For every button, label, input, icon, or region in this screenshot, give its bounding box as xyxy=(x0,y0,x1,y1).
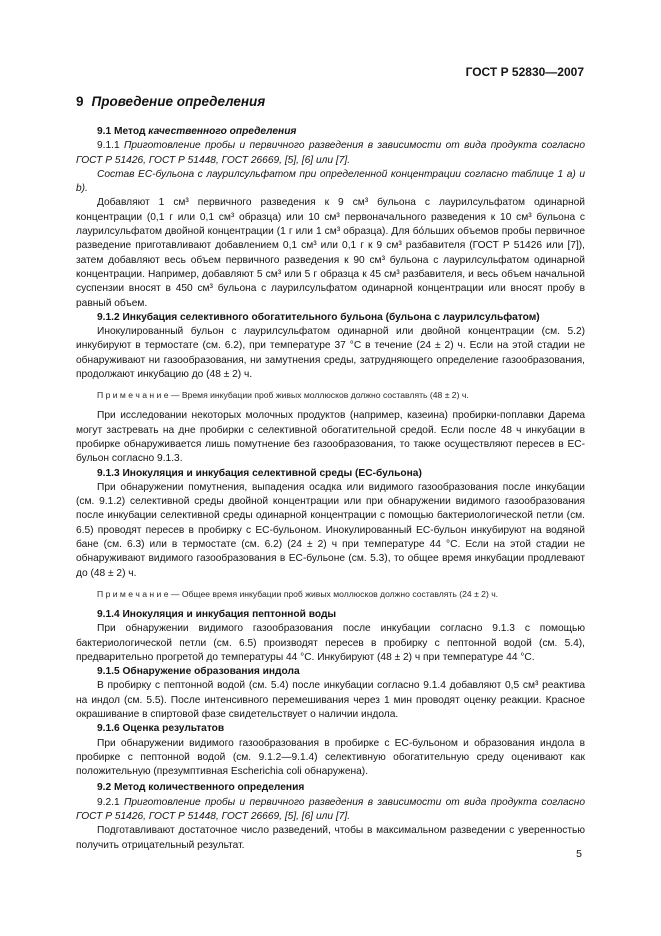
clause-number: 9.2.1 xyxy=(97,796,124,808)
note-label: П р и м е ч а н и е xyxy=(97,588,169,599)
heading-number: 9.1 xyxy=(97,126,112,137)
section-title xyxy=(76,93,585,111)
standard-header: ГОСТ Р 52830—2007 xyxy=(465,65,584,79)
paragraph-dilutions: Подготавливают достаточное число разведений, чтобы в максимальном разведении с уверенностью получить отрицательный результат. xyxy=(76,825,585,851)
heading-text: Метод количественного определения xyxy=(114,782,305,794)
paragraph-9-1-3: При обнаружении помутнения, выпадения осадка или видимого газообразования после инкубации (см. 9.1.2) селективной среды двойной концентрации или при обнаружении видимого газообразования после инкубации селективной среды одинарной концентрации с помощью бактериологической петли (см. 6.5) проводят пересев в пробирку с ЕС-бульоном. Инокулированный ЕС-бульон инкубируют на водяной бане (см. 6.3) или в термостате (см. 6.2) (24 ± 2) ч при температуре 44 °С. Если на этой стадии не обнаруживают видимого газообразования в ЕС-бульоне (см. 5.3), то общее время инкубации продлевают до (48 ± 2) ч. xyxy=(76,481,585,579)
paragraph-9-2-1 xyxy=(76,796,585,825)
section-title-text: Проведение определения xyxy=(91,94,266,109)
paragraph-text: Приготовление пробы и первичного разведения в зависимости от вида продукта согласно ГОСТ Р 51426, ГОСТ Р 51448, ГОСТ 26669, [5], [6] или [7]. xyxy=(76,140,585,166)
heading-italic: качественного определения xyxy=(148,126,297,137)
clause-number: 9.1.1 xyxy=(97,140,124,152)
subsection-heading-9-2 xyxy=(76,781,585,795)
heading-9-1-3: 9.1.3 Инокуляция и инкубация селективной среды (ЕС-бульона) xyxy=(97,467,422,479)
page-content xyxy=(76,93,585,853)
paragraph-9-1-4: При обнаружении видимого газообразования после инкубации согласно 9.1.3 с помощью бактериологической петли (см. 6.5) производят пересев в пробирку с пептонной водой (см. 5.4), предварительно прогретой до температуры 44 °С. Инкубируют (48 ± 2) ч при температуре 44 °С. xyxy=(76,623,585,663)
paragraph-9-1-2: Инокулированный бульон с лаурилсульфатом одинарной или двойной концентрации (см. 5.2) инкубируют в термостате (см. 6.2), при температуре 37 °С в течение (24 ± 2) ч. Если на этой стадии не обнаруживают ни газообразования, ни замутнения среды, затрудняющего определение газообразования, продолжают инкубацию до (48 ± 2) ч. xyxy=(76,326,585,381)
heading-9-1-4: 9.1.4 Инокуляция и инкубация пептонной воды xyxy=(97,608,337,620)
heading-number: 9.2 xyxy=(97,782,112,794)
paragraph-9-1-5: В пробирку с пептонной водой (см. 5.4) после инкубации согласно 9.1.4 добавляют 0,5 см³ реактива на индол (см. 5.5). После интенсивного перемешивания через 1 мин проводят оценку реакции. Красное окрашивание в спиртовой фазе свидетельствует о наличии индола. xyxy=(76,680,585,720)
heading-text: Метод xyxy=(114,126,149,137)
note-text: — Время инкубации проб живых моллюсков должно составлять (48 ± 2) ч. xyxy=(168,390,469,401)
heading-9-1-6: 9.1.6 Оценка результатов xyxy=(97,723,225,735)
paragraph-composition: Состав ЕС-бульона с лаурилсульфатом при определенной концентрации согласно таблице 1 а) и b). xyxy=(76,168,585,195)
paragraph-darem: При исследовании некоторых молочных продуктов (например, казеина) пробирки-поплавки Дарема могут застревать на дне пробирки с селективной обогатительной средой. Если после 48 ч инкубации в пробирке обнаруживается лишь помутнение без газообразования, то также осуществляют пересев в ЕС-бульон согласно 9.1.3. xyxy=(76,410,585,465)
paragraph-9-1-1 xyxy=(76,139,585,168)
note-label: П р и м е ч а н и е xyxy=(97,390,169,401)
note-2 xyxy=(76,588,585,601)
heading-9-1-5: 9.1.5 Обнаружение образования индола xyxy=(97,666,300,678)
paragraph-procedure: Добавляют 1 см³ первичного разведения к 9 см³ бульона с лаурилсульфатом одинарной концентрации (0,1 г или 0,1 см³ образца) или 10 см³ первоначального разведения к 10 см³ бульона с лаурилсульфатом двойной концентрации (1 г или 1 см³ образца). Для бо́льших объемов пробы первичное разведение приготавливают добавлением 0,1 см³ или 0,1 г к 9 см³ разбавителя (ГОСТ Р 51426 или [7]), затем добавляют весь объем первичного разведения к 90 см³ бульона с лаурилсульфатом одинарной концентрации. Например, добавляют 5 см³ или 5 г образца к 45 см³ разбавителя, и весь объем начальной суспензии вносят в 450 см³ бульона с лаурилсульфатом одинарной концентрации или вносят пробу в равный объем. xyxy=(76,197,585,309)
paragraph-text: Приготовление пробы и первичного разведения в зависимости от вида продукта согласно ГОСТ Р 51426, ГОСТ Р 51448, ГОСТ 26669, [5], [6] или [7]. xyxy=(76,796,585,823)
subsection-heading-9-1 xyxy=(76,125,585,139)
paragraph-9-1-6: При обнаружении видимого газообразования в пробирке с ЕС-бульоном и образования индола в пробирке с пептонной водой (см. 9.1.2—9.1.4) селективную обогатительную среду оценивают как положительную (презумптивная Escherichia coli обнаружена). xyxy=(76,737,585,778)
note-1 xyxy=(76,389,585,402)
note-text: — Общее время инкубации проб живых моллюсков должно составлять (24 ± 2) ч. xyxy=(168,588,499,599)
heading-9-1-2: 9.1.2 Инкубация селективного обогатительного бульона (бульона с лаурилсульфатом) xyxy=(97,311,540,323)
page-number: 5 xyxy=(576,848,582,860)
section-number: 9 xyxy=(76,94,84,109)
